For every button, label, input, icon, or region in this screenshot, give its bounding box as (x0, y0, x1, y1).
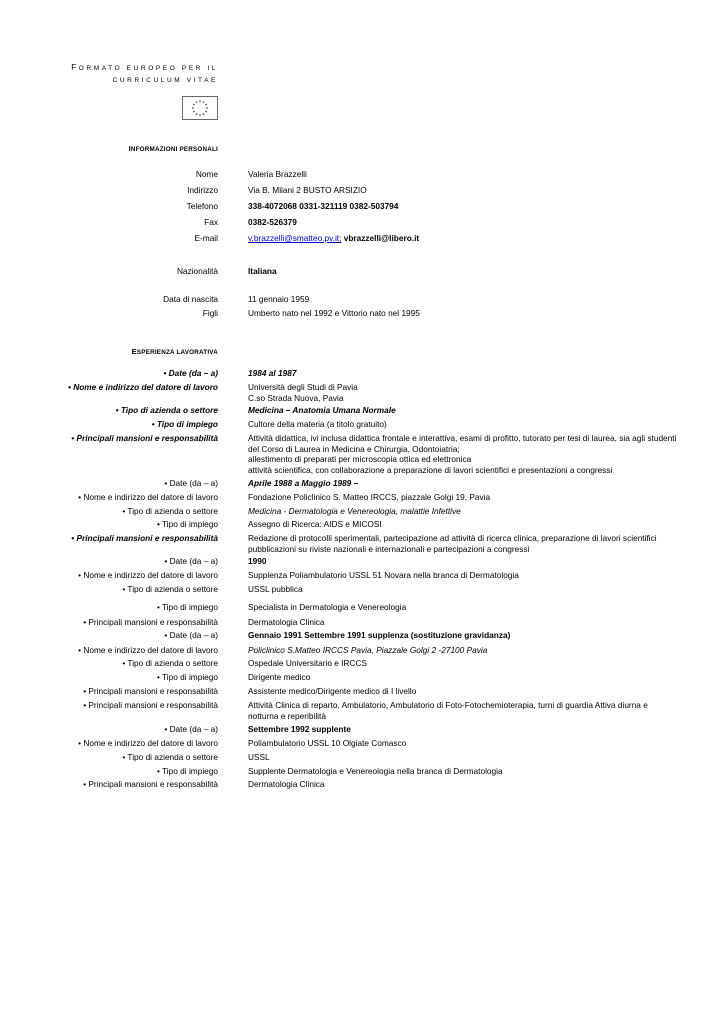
field-value: Assistente medico/Dirigente medico di I livello (248, 686, 417, 696)
name-value: Valeria Brazzelli (248, 169, 307, 179)
field-value: Cultore della materia (a titolo gratuito) (248, 419, 387, 429)
field-label: • Tipo di azienda o settore (115, 405, 218, 415)
section-personal-info: INFORMAZIONI PERSONALI (128, 144, 218, 153)
field-value: Fondazione Policlinico S. Matteo IRCCS, piazzale Golgi 19, Pavia (248, 492, 491, 502)
field-label: • Tipo di impiego (156, 519, 218, 529)
field-value: 1990 (248, 556, 267, 566)
field-label: • Tipo di impiego (156, 602, 218, 612)
field-label: • Principali mansioni e responsabilità (83, 686, 218, 696)
field-label: Nome (195, 169, 218, 179)
field-value: Supplenza Poliambulatorio USSL 51 Novara nella branca di Dermatologia (248, 570, 519, 580)
eu-flag-icon (182, 96, 218, 120)
section-work-experience: ESPERIENZA LAVORATIVA (131, 347, 218, 356)
field-value: Poliambulatorio USSL 10 Olgiate Comasco (248, 738, 407, 748)
field-label: • Nome e indirizzo del datore di lavoro (68, 382, 218, 392)
fax-value: 0382-526379 (248, 217, 297, 227)
field-label: • Principali mansioni e responsabilità (71, 533, 218, 543)
field-label: Indirizzo (187, 185, 218, 195)
field-label: • Tipo di azienda o settore (122, 752, 218, 762)
field-value: Supplente Dermatologia e Venereologia nella branca di Dermatologia (248, 766, 503, 776)
email-secondary: vbrazzelli@libero.it (341, 233, 420, 243)
field-label: • Tipo di azienda o settore (122, 506, 218, 516)
field-value: Dermatologia Clinica (248, 617, 325, 627)
field-label: • Nome e indirizzo del datore di lavoro (78, 570, 218, 580)
field-label: Telefono (186, 201, 218, 211)
field-value: Attività didattica, ivi inclusa didattica frontale e interattiva, esami di profitto, tutorato per tesi di laurea, sia agli studenti del Corso di Laurea in Medicina e Chirurgia, Odontoiatria; allestimento di preparati per microscopia ottica ed elettronica attività scientifica, con collaborazione a preparazione di lavori scientifici e presentazioni a congressi (248, 433, 677, 475)
field-label: • Date (da – a) (164, 478, 218, 488)
field-value: Assegno di Ricerca: AIDS e MICOSI (248, 519, 382, 529)
field-value: Aprile 1988 a Maggio 1989 – (248, 478, 359, 488)
field-label: • Principali mansioni e responsabilità (83, 779, 218, 789)
field-label: • Tipo di azienda o settore (122, 584, 218, 594)
field-value: Medicina - Dermatologia e Venereologia, malattie Infettive (248, 506, 461, 516)
address-value: Via B. Milani 2 BUSTO ARSIZIO (248, 185, 367, 195)
field-label: • Principali mansioni e responsabilità (71, 433, 218, 443)
nationality-value: Italiana (248, 266, 277, 276)
birthdate-value: 11 gennaio 1959 (248, 294, 310, 304)
field-label: • Tipo di impiego (156, 672, 218, 682)
field-value: Dermatologia Clinica (248, 779, 325, 789)
field-label: Figli (202, 308, 218, 318)
email-value (248, 233, 680, 244)
field-value: 1984 al 1987 (248, 368, 297, 378)
field-label: E-mail (194, 233, 218, 243)
field-value: USSL pubblica (248, 584, 303, 594)
field-value: Gennaio 1991 Settembre 1991 supplenza (sostituzione gravidanza) (248, 630, 511, 640)
field-value: Attività Clinica di reparto, Ambulatorio, Ambulatorio di Foto-Fotochemioterapia, turni di guardia Attiva diurna e notturna e reperibilità (248, 700, 648, 721)
field-label: • Tipo di impiego (156, 766, 218, 776)
field-label: • Nome e indirizzo del datore di lavoro (78, 645, 218, 655)
field-label: • Date (da – a) (164, 630, 218, 640)
field-label: • Date (da – a) (163, 368, 218, 378)
field-label: • Date (da – a) (164, 556, 218, 566)
field-value: Settembre 1992 supplente (248, 724, 351, 734)
children-value: Umberto nato nel 1992 e Vittorio nato nel 1995 (248, 308, 420, 318)
field-label: • Tipo di impiego (151, 419, 218, 429)
field-value: Policlinico S.Matteo IRCCS Pavia, Piazzale Golgi 2 -27100 Pavia (248, 645, 488, 655)
cv-format-title (71, 62, 218, 87)
field-value: Dirigente medico (248, 672, 311, 682)
field-label: • Nome e indirizzo del datore di lavoro (78, 738, 218, 748)
field-value: Ospedale Universitario e IRCCS (248, 658, 367, 668)
cv-format-title-line2: CURRICULUM VITAE (112, 77, 218, 84)
field-label: Data di nascita (163, 294, 218, 304)
field-label: • Date (da – a) (164, 724, 218, 734)
field-label: • Nome e indirizzo del datore di lavoro (78, 492, 218, 502)
field-label: Nazionalità (176, 266, 218, 276)
field-label: • Principali mansioni e responsabilità (83, 617, 218, 627)
field-value: Medicina – Anatomia Umana Normale (248, 405, 396, 415)
field-value: Università degli Studi di Pavia C.so Strada Nuova, Pavia (248, 382, 358, 403)
field-label: • Principali mansioni e responsabilità (83, 700, 218, 710)
field-value: Redazione di protocolli sperimentali, partecipazione ad attività di ricerca clinica, preparazione di lavori scientifici pubblicazioni su riviste nazionali e internazionali e partecipazioni a congressi (248, 533, 657, 554)
field-label: • Tipo di azienda o settore (122, 658, 218, 668)
field-label: Fax (204, 217, 218, 227)
field-value: Specialista in Dermatologia e Venereologia (248, 602, 407, 612)
cv-format-title-line1: FORMATO EUROPEO PER IL (71, 63, 218, 72)
field-value: USSL (248, 752, 270, 762)
phone-value: 338-4072068 0331-321119 0382-503794 (248, 201, 399, 211)
email-link[interactable]: v.brazzelli@smatteo.pv.it; (248, 233, 342, 243)
